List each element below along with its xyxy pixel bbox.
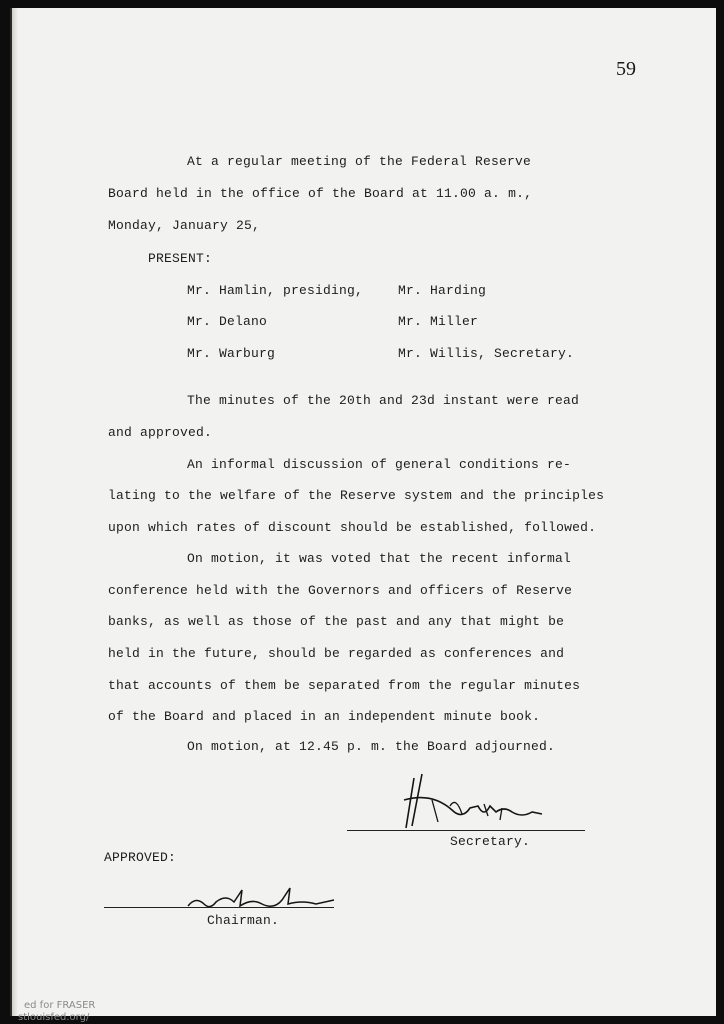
adjourn-line: On motion, at 12.45 p. m. the Board adjourned. [187, 739, 556, 754]
motion-line-1: On motion, it was voted that the recent informal [187, 551, 572, 566]
minutes-line-2: and approved. [108, 425, 213, 440]
fraser-watermark [0, 1000, 95, 1024]
member-right-3: Mr. Willis, Secretary. [398, 346, 575, 361]
present-heading: PRESENT: [148, 251, 213, 266]
intro-line-3: Monday, January 25, [108, 218, 261, 233]
minutes-line-1: The minutes of the 20th and 23d instant were read [187, 393, 580, 408]
chairman-signature-line [104, 907, 334, 908]
discussion-line-1: An informal discussion of general conditions re- [187, 457, 572, 472]
motion-line-5: that accounts of them be separated from the regular minutes [108, 678, 581, 693]
intro-line-1: At a regular meeting of the Federal Reserve [187, 154, 532, 169]
document-page [10, 8, 716, 1016]
discussion-line-3: upon which rates of discount should be established, followed. [108, 520, 597, 535]
discussion-line-2: lating to the welfare of the Reserve system and the principles [108, 488, 605, 503]
member-left-1: Mr. Hamlin, presiding, [187, 283, 364, 298]
secretary-label: Secretary. [450, 834, 531, 849]
approved-label: APPROVED: [104, 850, 177, 865]
page-number: 59 [616, 58, 636, 80]
member-left-2: Mr. Delano [187, 314, 268, 329]
member-right-2: Mr. Miller [398, 314, 479, 329]
secretary-signature-line [347, 830, 585, 831]
motion-line-4: held in the future, should be regarded as conferences and [108, 646, 565, 661]
motion-line-6: of the Board and placed in an independent minute book. [108, 709, 541, 724]
chairman-label: Chairman. [207, 913, 280, 928]
member-left-3: Mr. Warburg [187, 346, 276, 361]
watermark-line-2: stlouisfed.org/ [18, 1012, 90, 1023]
member-right-1: Mr. Harding [398, 283, 487, 298]
watermark-line-1: ed for FRASER [24, 1000, 96, 1011]
intro-line-2: Board held in the office of the Board at 11.00 a. m., [108, 186, 533, 201]
motion-line-3: banks, as well as those of the past and any that might be [108, 614, 565, 629]
secretary-signature [392, 770, 562, 832]
motion-line-2: conference held with the Governors and officers of Reserve [108, 583, 573, 598]
